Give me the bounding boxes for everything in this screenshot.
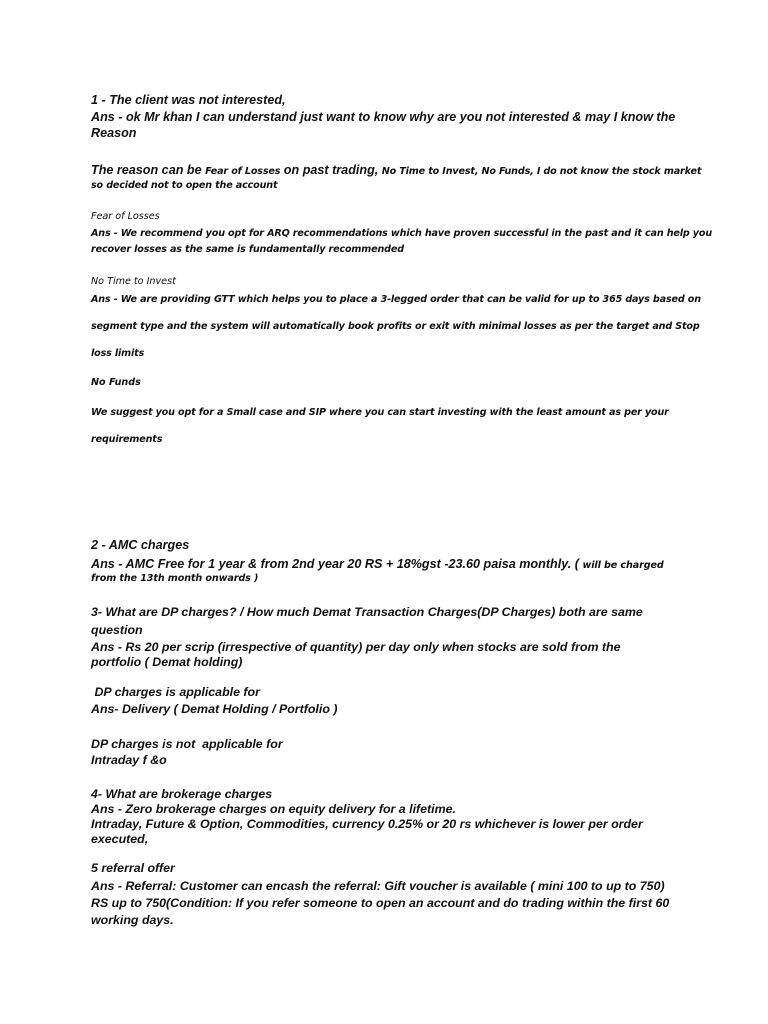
- q4-question: 4- What are brokerage charges: [91, 787, 273, 801]
- q4-answer-line2: Intraday, Future & Option, Commodities, currency 0.25% or 20 rs whichever is lower per order: [91, 817, 643, 831]
- q1-reason-line1: [91, 161, 701, 179]
- q2-answer-line2: from the 13th month onwards ): [91, 573, 259, 584]
- q2-answer-line1: [91, 555, 664, 573]
- no-funds-answer-line1: We suggest you opt for a Small case and SIP where you can start investing with the least amount as per your: [91, 407, 669, 418]
- no-funds-answer-line2: requirements: [91, 434, 163, 445]
- q4-answer-line1: Ans - Zero brokerage charges on equity delivery for a lifetime.: [91, 802, 456, 816]
- q4-answer-line3: executed,: [91, 832, 149, 846]
- no-funds-heading: No Funds: [91, 377, 141, 388]
- dp-not-applicable-heading: DP charges is not applicable for: [91, 737, 283, 751]
- no-time-answer-line3: loss limits: [91, 348, 145, 359]
- q1-reason-part-c: on past trading,: [280, 163, 382, 177]
- q3-answer-line1: Ans - Rs 20 per scrip (irrespective of quantity) per day only when stocks are sold from the: [91, 640, 621, 654]
- q5-answer-line1: Ans - Referral: Customer can encash the referral: Gift voucher is available ( mini 100 to up to 750): [91, 879, 665, 893]
- q1-reason-line2: so decided not to open the account: [91, 180, 278, 191]
- dp-applicable-answer: Ans- Delivery ( Demat Holding / Portfolio ): [91, 702, 338, 716]
- q1-answer-line2: Reason: [91, 126, 137, 140]
- q3-question-line2: question: [91, 623, 143, 637]
- q2-answer-part-b: (: [574, 557, 583, 571]
- q1-answer-line1: Ans - ok Mr khan I can understand just want to know why are you not interested & may I know the: [91, 110, 676, 124]
- q5-answer-line2: RS up to 750(Condition: If you refer someone to open an account and do trading within the first 60: [91, 896, 670, 910]
- q2-question: 2 - AMC charges: [91, 538, 190, 552]
- q2-answer-part-c: will be charged: [582, 560, 664, 571]
- q1-question: 1 - The client was not interested,: [91, 93, 286, 107]
- fear-of-losses-heading: Fear of Losses: [91, 211, 160, 222]
- q1-reason-part-a: The reason can be: [91, 163, 206, 177]
- q2-answer-part-a: Ans - AMC Free for 1 year & from 2nd year 20 RS + 18%gst -23.60 paisa monthly.: [91, 557, 575, 571]
- dp-not-applicable-answer: Intraday f &o: [91, 753, 167, 767]
- dp-applicable-heading: DP charges is applicable for: [91, 685, 260, 699]
- fear-of-losses-answer-line2: recover losses as the same is fundamentally recommended: [91, 244, 404, 255]
- q1-reason-part-b: Fear of Losses: [205, 166, 281, 177]
- q1-reason-part-d: No Time to Invest, No Funds, I do not know the stock market: [381, 166, 702, 177]
- no-time-answer-line1: Ans - We are providing GTT which helps you to place a 3-legged order that can be valid for up to 365 days based on: [91, 294, 701, 305]
- no-time-answer-line2: segment type and the system will automatically book profits or exit with minimal losses as per the target and Stop: [91, 321, 700, 332]
- q5-question: 5 referral offer: [91, 861, 175, 875]
- q3-answer-line2: portfolio ( Demat holding): [91, 655, 243, 669]
- q5-answer-line3: working days.: [91, 913, 174, 927]
- no-time-heading: No Time to Invest: [91, 276, 176, 287]
- fear-of-losses-answer-line1: Ans - We recommend you opt for ARQ recommendations which have proven successful in the past and it can help you: [91, 228, 713, 239]
- q3-question-line1: 3- What are DP charges? / How much Demat Transaction Charges(DP Charges) both are same: [91, 605, 643, 619]
